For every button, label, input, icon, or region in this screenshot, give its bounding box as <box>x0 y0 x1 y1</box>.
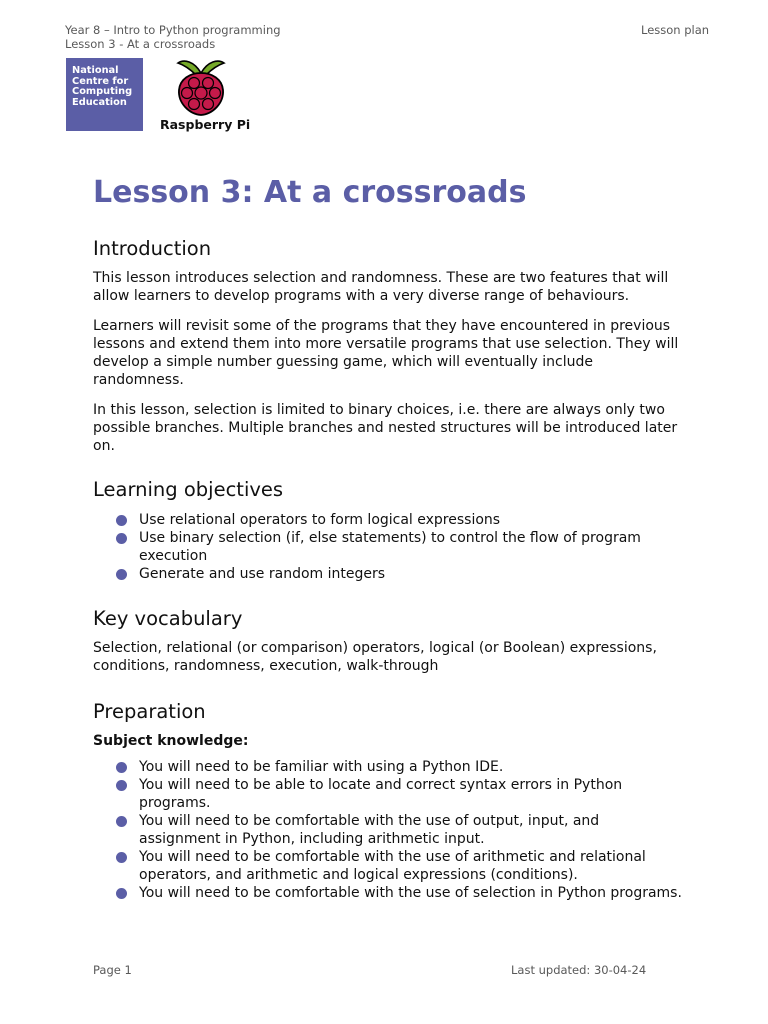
preparation-heading: Preparation <box>93 700 206 723</box>
bullet-icon <box>116 515 127 526</box>
key-vocabulary-text: Selection, relational (or comparison) operators, logical (or Boolean) expressions, conditions, randomness, execution, walk-through <box>93 640 657 674</box>
ncce-logo-line: National <box>72 65 119 76</box>
bullet-icon <box>116 780 127 791</box>
list-item: You will need to be comfortable with the use of output, input, and assignment in Python, including arithmetic input. <box>93 812 683 848</box>
raspberry-pi-wordmark: Raspberry Pi <box>160 117 251 132</box>
bullet-icon <box>116 888 127 899</box>
list-item: Use relational operators to form logical expressions <box>93 511 683 529</box>
bullet-icon <box>116 762 127 773</box>
footer-page-number: Page 1 <box>93 963 132 977</box>
header-course-title: Year 8 – Intro to Python programming <box>65 23 281 37</box>
header-lesson-name: Lesson 3 - At a crossroads <box>65 37 216 51</box>
ncce-logo <box>66 58 143 131</box>
subject-knowledge-list <box>93 758 683 902</box>
introduction-heading: Introduction <box>93 237 212 260</box>
bullet-icon <box>116 569 127 580</box>
header-document-type: Lesson plan <box>641 23 710 37</box>
ncce-logo-line: Centre for <box>72 75 129 87</box>
raspberry-icon <box>174 57 228 117</box>
introduction-paragraph: Learners will revisit some of the programs that they have encountered in previous lessons and extend them into more versatile programs that use selection. They will develop a simple number guessing game, which will eventually include randomness. <box>93 318 679 388</box>
list-item: You will need to be comfortable with the use of arithmetic and relational operators, and arithmetic and logical expressions (conditions). <box>93 848 683 884</box>
bullet-icon <box>116 852 127 863</box>
list-item: You will need to be able to locate and correct syntax errors in Python programs. <box>93 776 683 812</box>
page-title: Lesson 3: At a crossroads <box>93 175 527 210</box>
learning-objectives-list <box>93 511 683 583</box>
introduction-paragraph: In this lesson, selection is limited to binary choices, i.e. there are always only two possible branches. Multiple branches and nested structures will be introduced later on. <box>93 402 678 454</box>
footer-last-updated: Last updated: 30-04-24 <box>511 963 647 977</box>
bullet-icon <box>116 816 127 827</box>
ncce-logo-line: Education <box>72 96 127 108</box>
learning-objectives-heading: Learning objectives <box>93 478 284 501</box>
ncce-logo-line: Computing <box>72 86 133 98</box>
list-item: You will need to be familiar with using a Python IDE. <box>93 758 683 776</box>
introduction-paragraph: This lesson introduces selection and randomness. These are two features that will allow learners to develop programs with a very diverse range of behaviours. <box>93 270 669 304</box>
list-item: Use binary selection (if, else statements) to control the flow of program execution <box>93 529 683 565</box>
list-item: Generate and use random integers <box>93 565 683 583</box>
list-item: You will need to be comfortable with the use of selection in Python programs. <box>93 884 683 902</box>
lesson-content <box>93 236 683 902</box>
raspberry-pi-logo <box>160 57 251 133</box>
key-vocabulary-heading: Key vocabulary <box>93 607 243 630</box>
subject-knowledge-subheading: Subject knowledge: <box>93 733 249 749</box>
bullet-icon <box>116 533 127 544</box>
